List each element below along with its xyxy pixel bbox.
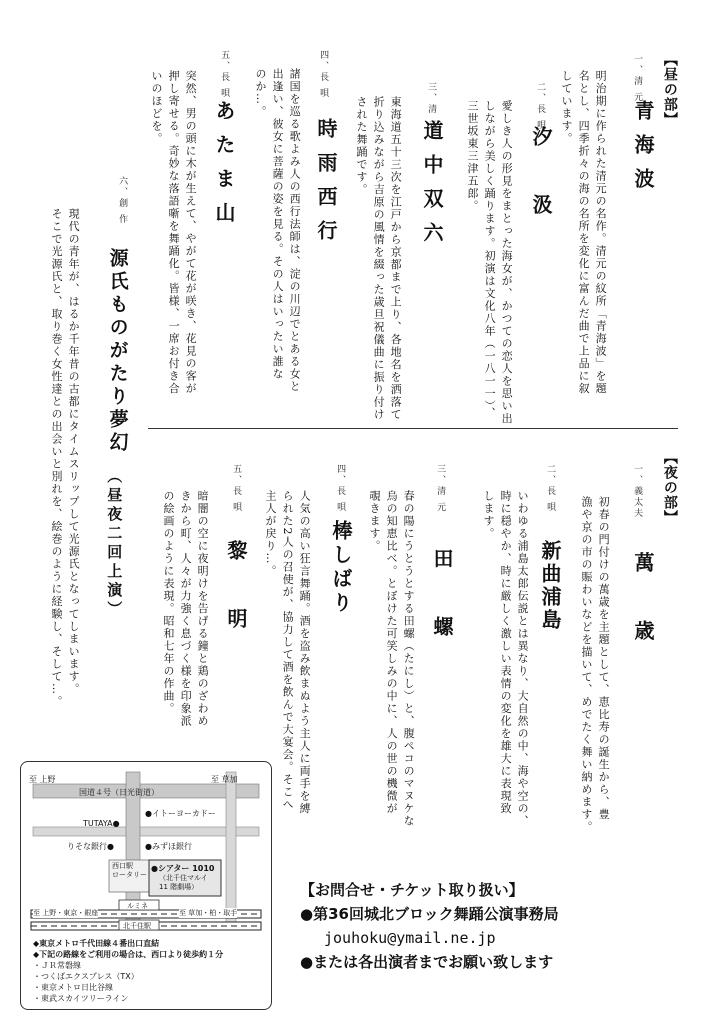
day-item-4-number: 四、長 唄 [318,50,329,99]
contact-block [300,878,710,974]
night-item-5-title: 黎 明 [224,540,248,642]
map-note-1: ◆東京メトロ千代田線４番出口直結 [33,939,160,948]
map-note-5: ・東京メトロ日比谷線 [33,983,113,992]
map-itoyokado: ●イトーヨーカドー [145,809,216,818]
day-item-2-description: 愛しき人の形見をまとった海女が、かつての恋人を思い出 しながら美しく踊ります。初演は文化八年（一八一一）、 三世坂東三津五郎。 [466,100,514,425]
night-item-2-title: 新曲浦島 [538,540,562,632]
contact-email[interactable]: jouhoku@ymail.ne.jp [324,929,496,947]
night-item-3-number: 三、清 元 [435,464,446,513]
map-west-rotary: 西口駅 ロータリー [112,862,147,879]
night-section-header: 【夜の部】 [661,450,678,525]
night-item-1-number: 一、義太夫 [632,464,643,519]
night-item-4-number: 四、長 唄 [335,464,346,513]
day-item-1-description: 明治期に作られた清元の名作。清元の紋所「青海波」を題 名とし、四季折々の海の名所を変化に富んだ曲で上品に叙 しています。 [560,70,608,395]
day-item-6-subtitle: （昼夜二回上演） [105,468,124,620]
night-item-3-title: 田 螺 [430,548,454,650]
map-access-notes [33,938,223,1004]
night-item-4-description: 人気の高い狂言舞踊。酒を盗み飲まぬよう主人に両手を縛 られた2人の召使が、協力して酒を飲んで大宴会。そこへ 主人が戻り…。 [264,490,312,815]
map-route4-label: 国道４号（日光街道） [79,788,159,797]
night-item-1-title: 萬 歳 [631,552,655,654]
night-item-3-description: 春の陽にうとうとする田螺（たにし）と、腹ペコのマヌケな 烏の知恵比べ。とぼけた可笑しみの中に、人の世の機微が 覗きます。 [368,490,416,828]
night-item-1-description: 初春の門付けの萬歳を主題として、恵比寿の誕生から、豊 漁や京の市の賑わいなどを描いて、めでたく舞い納めます。 [580,496,611,834]
day-item-5-title: あたま山 [212,100,236,236]
day-item-2-title: 汐 汲 [529,126,553,228]
night-item-5-number: 五、長 唄 [231,464,242,513]
night-item-5-description: 暗闇の空に夜明けを告げる鐘と鶏のざわめ きから町、人々が力強く息づく様を印象派 の絵画のように表現。昭和七年の作曲。 [162,490,210,728]
contact-heading: 【お問合せ・チケット取り扱い】 [300,881,524,899]
day-item-3-description: 東海道五十三次を江戸から京都まで上り、各地名を洒落て 折り込みながら吉原の風情を綴った歳旦祝儀曲に振り付け された舞踊です。 [355,96,403,421]
day-item-3-number: 三、清 元 [426,82,437,131]
map-note-3: ・ＪＲ常磐線 [33,961,81,970]
map-note-4: ・つくばエクスプレス（TX） [33,972,139,981]
day-item-4-description: 諸国を巡る歌よみ人の西行法師は、淀の川辺でとある女と 出逢い、彼女に菩薩の姿を見る。その人はいったい誰な のか…。 [254,68,302,393]
day-section-header: 【昼の部】 [661,52,678,127]
day-item-6-description: 現代の青年が、はるか千年昔の古都にタイムスリップして光源氏となってしまいます。 そこで光源氏と、取り巻く女性達との出会いと別れを、絵巻のように経験し、そして…。 [50,208,81,708]
contact-office: ●第36回城北ブロック舞踊公演事務局 [300,905,559,923]
night-item-2-number: 二、長 唄 [545,464,556,513]
map-tutaya: TUTAYA● [83,819,120,828]
map-to-ueno-top: 至 上野 [29,775,56,784]
section-divider [148,428,678,429]
map-lumine: ルミネ [127,902,148,910]
day-item-1-number: 一、清 元 [632,54,643,103]
day-item-6-title: 源氏ものがたり夢幻 [106,248,129,455]
day-item-3-title: 道中双六 [420,120,444,256]
day-item-6-number: 六、創 作 [117,176,128,225]
day-item-1-title: 青海波 [631,100,655,202]
access-map [20,761,272,1010]
map-to-soka-top: 至 草加 [211,775,238,784]
map-note-2: ◆下記の路線をご利用の場合は、西口より徒歩約１分 [33,950,224,959]
day-item-5-number: 五、長 唄 [219,50,230,99]
map-to-soka-bottom: 至 草加・柏・取手 [179,909,238,917]
map-mizuho: ●みずほ銀行 [145,842,192,851]
map-to-ueno-bottom: 至 上野・東京・銀座 [33,909,99,917]
map-theater-sub: （北千住マルイ 11 階劇場） [159,874,208,891]
map-theater-label: ●シアター 1010 [151,864,215,873]
night-item-4-title: 棒しばり [329,520,353,616]
map-note-6: ・東武スカイツリーライン [33,994,129,1003]
map-resona: りそな銀行● [67,842,114,851]
day-item-5-description: 突然、男の頭に木が生えて、やがて花が咲き、花見の客が 押し寄せる。奇妙な落語噺を舞踊化。皆様、一席お付き合 いのほどを。 [150,70,198,395]
contact-other: ●または各出演者までお願い致します [300,953,554,971]
night-item-2-description: いわゆる浦島太郎伝説とは異なり、大自然の中、海や空の、 時に穏やか、時に厳しく激しい表情の変化を雄大に表現致 します。 [482,490,530,828]
day-item-2-number: 二、長 唄 [535,82,546,131]
day-item-4-title: 時雨西行 [314,118,338,254]
map-station: 北千住駅 [123,922,151,930]
